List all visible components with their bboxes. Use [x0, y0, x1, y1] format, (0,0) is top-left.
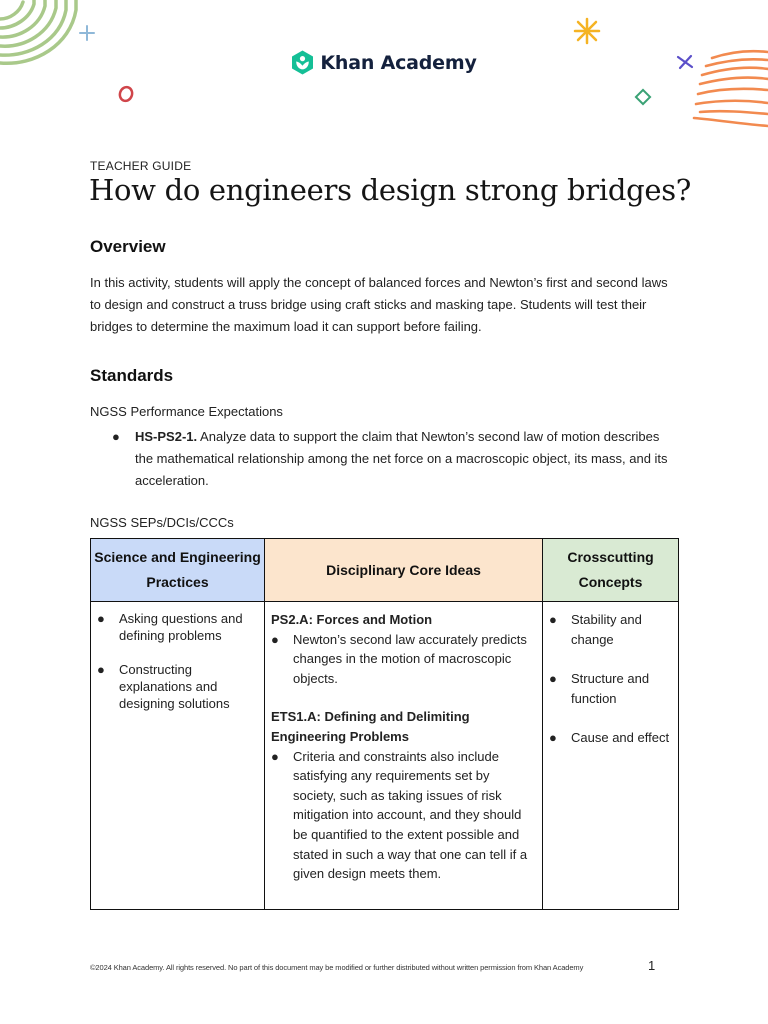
bullet-icon: ●	[97, 611, 105, 626]
bullet-icon: ●	[271, 748, 279, 764]
performance-expectations-label: NGSS Performance Expectations	[90, 404, 283, 419]
performance-expectation-item	[112, 426, 672, 492]
list-item: ● Criteria and constraints also include satisfying any requirements set by society, such as taking issues of risk mitigation into account, and they should be quantified to the extent possible and stated in such a way that one can tell if a given design meets them.	[271, 748, 528, 882]
list-item: ● Constructing explanations and designing solutions	[97, 662, 230, 711]
standards-table	[90, 538, 679, 910]
ccc-list	[543, 602, 678, 748]
decorative-diamond	[634, 88, 652, 106]
page-number: 1	[648, 958, 656, 973]
list-item: ● Stability and change	[549, 612, 642, 647]
header-crosscutting-concepts: Crosscutting Concepts	[543, 539, 679, 602]
brand-name: Khan Academy	[320, 51, 477, 74]
bullet-icon: ●	[112, 429, 120, 444]
bullet-icon: ●	[549, 671, 557, 686]
standard-code: HS-PS2-1.	[135, 429, 198, 444]
ngss-seps-dcis-cccs-label: NGSS SEPs/DCIs/CCCs	[90, 515, 234, 530]
sep-list	[91, 602, 264, 712]
overview-heading: Overview	[90, 237, 166, 256]
header-disciplinary-core-ideas: Disciplinary Core Ideas	[265, 539, 543, 602]
bullet-icon: ●	[97, 662, 105, 677]
decorative-circle	[116, 84, 136, 104]
bullet-icon: ●	[549, 730, 557, 745]
footer-copyright: ©2024 Khan Academy. All rights reserved. No part of this document may be modified or further distributed without written permission from Khan Academy	[90, 963, 584, 972]
list-item: ● Asking questions and defining problems	[97, 611, 243, 643]
dci-heading: ETS1.A: Defining and Delimiting Engineering Problems	[271, 709, 470, 744]
decorative-star-burst	[572, 16, 602, 46]
table-header-row	[91, 539, 679, 602]
khan-academy-logo-icon	[291, 50, 314, 75]
document-label: TEACHER GUIDE	[90, 159, 192, 173]
standard-text: Analyze data to support the claim that Newton’s second law of motion describes the mathematical relationship among the net force on a macroscopic object, its mass, and its acceleration.	[135, 429, 668, 488]
list-item: ● Cause and effect	[549, 728, 672, 748]
list-item: ● Structure and function	[549, 671, 650, 706]
bullet-icon: ●	[271, 631, 279, 647]
ccc-cell	[543, 602, 679, 910]
dci-cell	[265, 602, 543, 910]
dci-heading: PS2.A: Forces and Motion	[271, 612, 433, 627]
sep-cell	[91, 602, 265, 910]
list-item: ● Newton’s second law accurately predicts changes in the motion of macroscopic objects.	[271, 631, 527, 686]
table-row	[91, 602, 679, 910]
decorative-plus-sign	[78, 24, 96, 42]
header-science-engineering-practices: Science and Engineering Practices	[91, 539, 265, 602]
brand-logo	[0, 50, 768, 75]
overview-text: In this activity, students will apply the concept of balanced forces and Newton’s first and second laws to design and construct a truss bridge using craft sticks and masking tape. Students will test their bridges to determine the maximum load it can support before failing.	[90, 275, 668, 334]
page-title: How do engineers design strong bridges?	[89, 173, 692, 207]
standards-heading: Standards	[90, 366, 174, 385]
bullet-icon: ●	[549, 612, 557, 627]
